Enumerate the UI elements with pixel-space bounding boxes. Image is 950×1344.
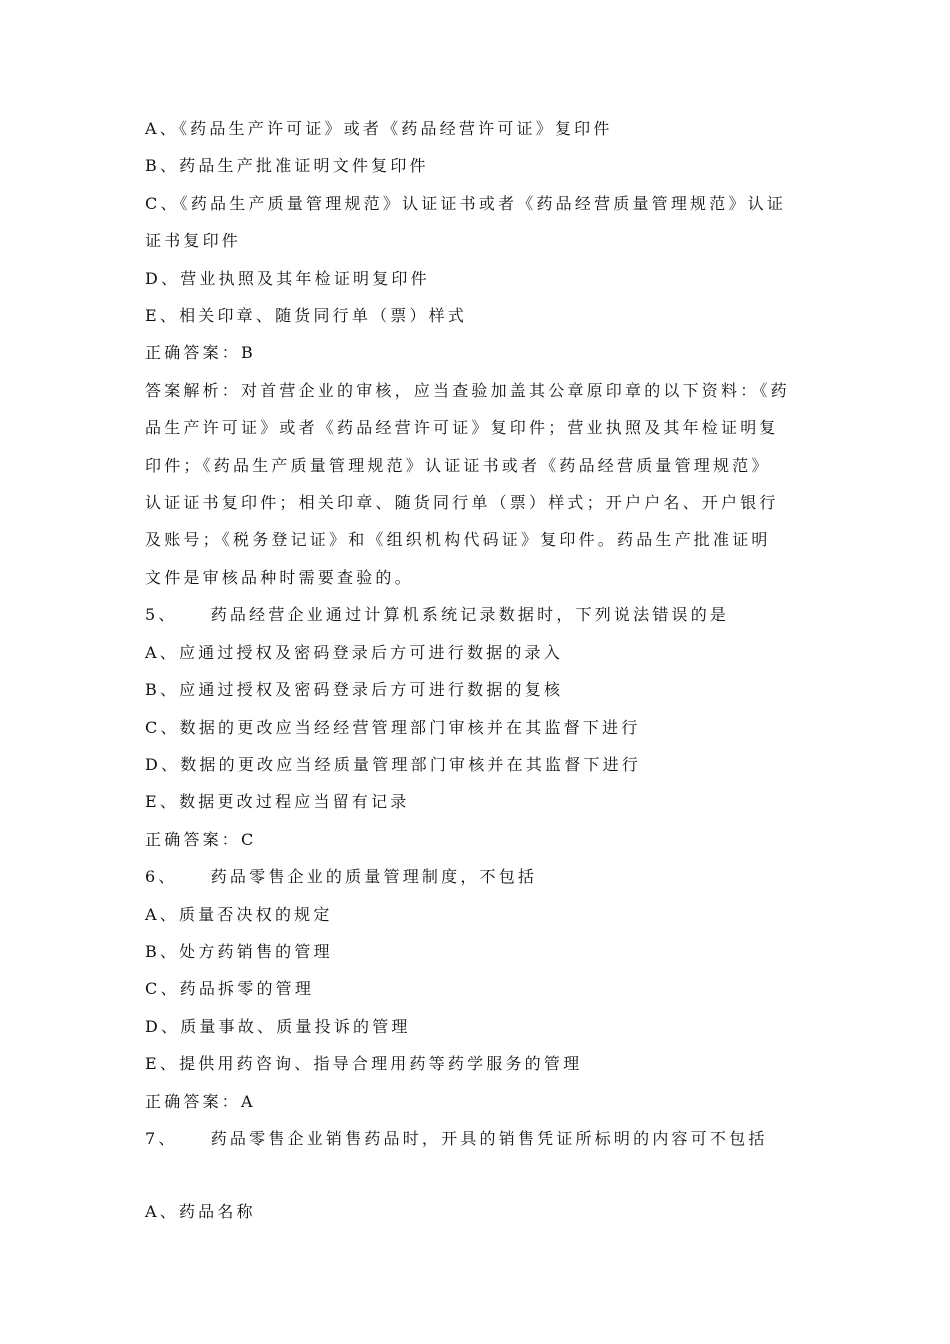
q4-explanation-line: 印件；《药品生产质量管理规范》认证证书或者《药品经营质量管理规范》 — [145, 455, 771, 475]
q4-option-b: B、药品生产批准证明文件复印件 — [145, 156, 429, 176]
q5-question: 5、 药品经营企业通过计算机系统记录数据时，下列说法错误的是 — [145, 605, 730, 625]
q6-option-e: E、提供用药咨询、指导合理用药等药学服务的管理 — [145, 1054, 583, 1074]
q6-option-c: C、药品拆零的管理 — [145, 979, 315, 999]
q4-option-c: C、《药品生产质量管理规范》认证证书或者《药品经营质量管理规范》认证 — [145, 193, 787, 213]
q6-answer: 正确答案：A — [145, 1091, 256, 1111]
q4-explanation-line: 品生产许可证》或者《药品经营许可证》复印件；营业执照及其年检证明复 — [145, 418, 779, 438]
q5-option-b: B、应通过授权及密码登录后方可进行数据的复核 — [145, 680, 564, 700]
q4-explanation-line: 认证证书复印件；相关印章、随货同行单（票）样式；开户户名、开户银行 — [145, 493, 779, 513]
q4-explanation-line: 答案解析：对首营企业的审核，应当查验加盖其公章原印章的以下资料：《药 — [145, 380, 790, 400]
q5-option-a: A、应通过授权及密码登录后方可进行数据的录入 — [145, 642, 563, 662]
q4-answer: 正确答案：B — [145, 343, 256, 363]
q7-question: 7、 药品零售企业销售药品时，开具的销售凭证所标明的内容可不包括 — [145, 1128, 768, 1148]
q4-option-d: D、营业执照及其年检证明复印件 — [145, 268, 430, 288]
q4-option-c-continued: 证书复印件 — [145, 231, 242, 251]
q4-option-a: A、《药品生产许可证》或者《药品经营许可证》复印件 — [145, 119, 613, 138]
q4-explanation-line: 文件是审核品种时需要查验的。 — [145, 567, 414, 587]
q6-option-a: A、质量否决权的规定 — [145, 904, 333, 924]
q6-option-b: B、处方药销售的管理 — [145, 941, 333, 961]
q4-explanation-line: 及账号；《税务登记证》和《组织机构代码证》复印件。药品生产批准证明 — [145, 530, 771, 550]
q6-question: 6、 药品零售企业的质量管理制度，不包括 — [145, 867, 538, 887]
paragraph-gap — [145, 1157, 807, 1193]
q4-explanation — [145, 372, 807, 596]
q5-option-d: D、数据的更改应当经质量管理部门审核并在其监督下进行 — [145, 754, 642, 774]
q5-answer: 正确答案：C — [145, 829, 257, 849]
q7-option-a: A、药品名称 — [145, 1202, 256, 1222]
q5-option-c: C、数据的更改应当经经营管理部门审核并在其监督下进行 — [145, 717, 641, 737]
q4-option-e: E、相关印章、随货同行单（票）样式 — [145, 306, 468, 326]
q5-option-e: E、数据更改过程应当留有记录 — [145, 792, 410, 812]
document-page — [145, 110, 807, 1231]
q6-option-d: D、质量事故、质量投诉的管理 — [145, 1016, 411, 1036]
